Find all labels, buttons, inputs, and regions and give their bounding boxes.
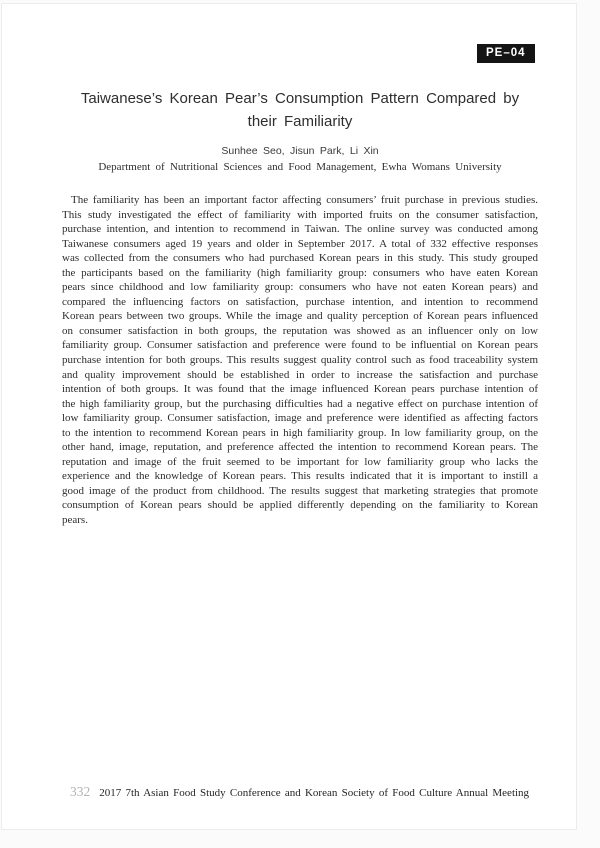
paper-id-badge: PE–04 xyxy=(477,44,535,63)
footer-conference-title: 2017 7th Asian Food Study Conference and Korean Society of Food Culture Annual Meeting xyxy=(99,787,530,799)
page-number: 332 xyxy=(70,784,91,799)
paper-authors: Sunhee Seo, Jisun Park, Li Xin xyxy=(221,145,379,157)
paper-affiliation: Department of Nutritional Sciences and Food Management, Ewha Womans University xyxy=(98,161,502,173)
paper-title: Taiwanese’s Korean Pear’s Consumption Pattern Compared by their Familiarity xyxy=(80,90,520,130)
page-footer xyxy=(70,784,529,800)
abstract-text: The familiarity has been an important factor affecting consumers’ fruit purchase in previous studies. This study investigated the effect of familiarity with imported fruits on the consumer satisfaction, purchase intention, and intention to recommend in Taiwan. The online survey was conducted among Taiwanese consumers aged 19 years and older in September 2017. A total of 332 effective responses was collected from the consumers who had purchased Korean pears in this study. This study grouped the participants based on the familiarity (high familiarity group: consumers who have eaten Korean pears since childhood and low familiarity group: consumers who have not eaten Korean pears) and compared the influencing factors on satisfaction, purchase intention, and intention to recommend Korean pears between two groups. While the image and quality perception of Korean pears influenced on consumer satisfaction in both groups, the reputation was showed as an influencer only on low familiarity group. Consumer satisfaction and preference were found to be influential on Korean pears purchase intention for both groups. This results suggest quality control such as food traceability system and quality improvement should be established in order to increase the satisfaction and purchase intention of both groups. It was found that the image influenced Korean pears purchase intention of the high familiarity group, but the purchasing difficulties had a negative effect on purchase intention of low familiarity group. Consumer satisfaction, image and preference were identified as affecting factors to the intention to recommend Korean pears in high familiarity group. In low familiarity group, on the other hand, image, reputation, and preference affected the intention to recommend Korean pears. The reputation and image of the fruit seemed to be important for low familiarity group who lacks the experience and the knowledge of Korean pears. This results indicated that it is important to instill a good image of the product from childhood. The results suggest that marketing strategies that promote consumption of Korean pears should be applied differently depending on the familiarity to Korean pears. xyxy=(62,194,539,527)
